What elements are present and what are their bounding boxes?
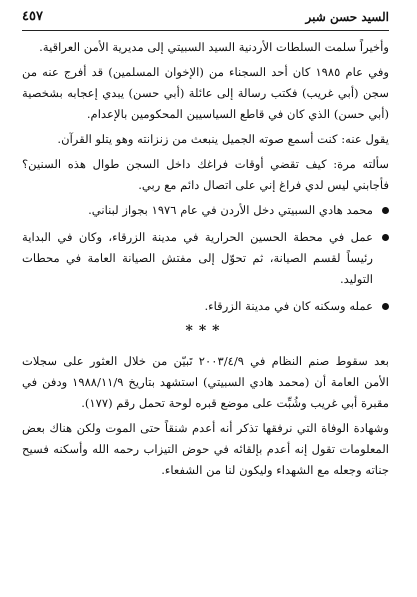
bullet-icon [382,207,389,214]
section-divider: *** [185,323,226,339]
paragraph: وأخيراً سلمت السلطات الأردنية السيد السبيتي إلى مديرية الأمن العراقية. [39,40,389,54]
paragraph: بعد سقوط صنم النظام في ٢٠٠٣/٤/٩ تَبيّن من خلال العثور على سجلات الأمن العامة أن (محمد هادي السبيتي) استشهد بتاريخ ١٩٨٨/١١/٩ ودفن في مقبرة أبي غريب وشُبِّت على موضع قبره لوحة تحمل رقم (١٧٧). [22,354,389,410]
paragraph: وفي عام ١٩٨٥ كان أحد السجناء من (الإخوان المسلمين) قد أفرج عنه من سجن (أبي غريب) فكتب رسالة إلى عائلة (أبي حسن) يبدي إعجابه بشخصية (أبي حسن) الذي كان في قاطع السياسيين المحكومين بالإعدام. [22,65,389,121]
list-item-text: عمله وسكنه كان في مدينة الزرقاء. [204,299,373,313]
bullet-list [22,200,389,317]
bullet-icon [382,303,389,310]
bullet-icon [382,234,389,241]
list-item [22,296,389,317]
list-item [22,227,389,290]
list-item-text: محمد هادي السبيتي دخل الأردن في عام ١٩٧٦ بجواز لبناني. [88,203,373,217]
paragraph: وشهادة الوفاة التي نرفقها تذكر أنه أعدم شنقاً حتى الموت ولكن هناك بعض المعلومات تقول إنه أعدم بإلقائه في حوض التيزاب رحمه الله وأسكنه فسيح جناته وجعله مع الشهداء وليكون لنا من الشفعاء. [22,421,389,477]
list-item-text: عمل في محطة الحسين الحرارية في مدينة الزرقاء، وكان في البداية رئيساً لقسم الصيانة، ثم تحوّل إلى مفتش الصيانة العامة في محطات التوليد. [22,230,373,286]
paragraph: سألته مرة: كيف تقضي أوقات فراغك داخل السجن طوال هذه السنين؟ فأجابني ليس لدي فراغ إني على اتصال دائم مع ربي. [22,157,389,192]
paragraph: يقول عنه: كنت أسمع صوته الجميل ينبعث من زنزانته وهو يتلو القرآن. [57,132,389,146]
chapter-title: السيد حسن شبر [305,10,389,24]
running-header [22,6,389,31]
body-text [22,37,389,481]
page-number: ٤٥٧ [22,9,43,24]
list-item [22,200,389,221]
book-page [0,6,417,597]
